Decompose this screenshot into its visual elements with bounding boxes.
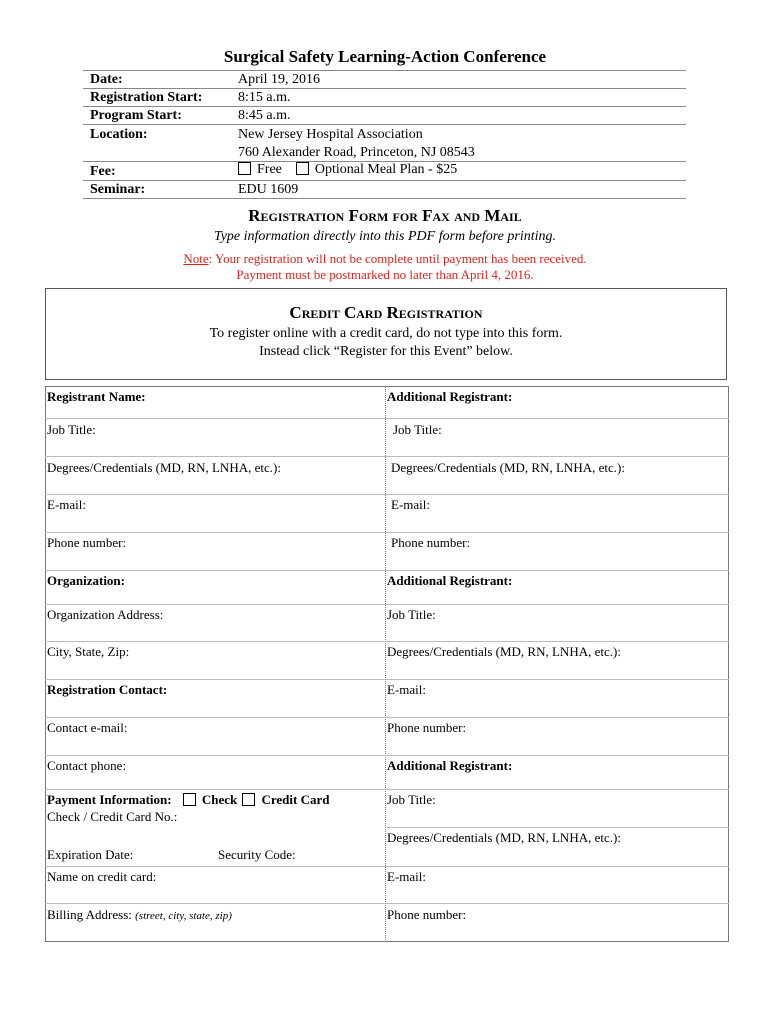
billing-address-hint: (street, city, state, zip) xyxy=(135,910,232,922)
note-label: Note xyxy=(183,251,209,266)
program-start-value: 8:45 a.m. xyxy=(238,108,291,123)
row-divider xyxy=(385,827,729,828)
city-state-zip-field[interactable]: City, State, Zip: xyxy=(47,644,130,659)
additional-registrant-2[interactable]: Additional Registrant: xyxy=(387,573,513,588)
seminar-label: Seminar: xyxy=(90,182,146,197)
billing-address-field[interactable] xyxy=(47,907,232,923)
row-divider xyxy=(45,532,729,533)
row-divider xyxy=(45,494,729,495)
row-divider xyxy=(45,641,729,642)
row-divider xyxy=(45,717,729,718)
info-top-rule xyxy=(83,70,686,71)
payment-credit-card-label: Credit Card xyxy=(261,792,330,807)
phone-field[interactable]: Phone number: xyxy=(47,535,127,550)
security-code-field[interactable]: Security Code: xyxy=(218,847,296,862)
contact-phone-field[interactable]: Contact phone: xyxy=(47,758,127,773)
seminar-value: EDU 1609 xyxy=(238,182,299,197)
program-start-label: Program Start: xyxy=(90,108,182,123)
row-divider xyxy=(45,789,729,790)
organization-field[interactable]: Organization: xyxy=(47,573,125,588)
payment-information-row xyxy=(47,792,329,808)
payment-check-label: Check xyxy=(201,792,238,807)
email-field[interactable]: E-mail: xyxy=(47,497,86,512)
fee-free-label: Free xyxy=(257,162,282,177)
credit-card-instruction-1: To register online with a credit card, do not type into this form. xyxy=(209,326,563,341)
info-rule xyxy=(83,106,686,107)
payment-information-label: Payment Information: xyxy=(47,792,172,807)
location-value: New Jersey Hospital Association xyxy=(238,127,423,142)
conference-title: Surgical Safety Learning-Action Conference xyxy=(223,47,547,66)
registration-start-label: Registration Start: xyxy=(90,90,203,105)
registration-contact-field[interactable]: Registration Contact: xyxy=(47,682,168,697)
info-rule xyxy=(83,180,686,181)
row-divider xyxy=(45,456,729,457)
fee-meal-label: Optional Meal Plan - $25 xyxy=(314,162,458,177)
name-on-card-field[interactable]: Name on credit card: xyxy=(47,869,157,884)
additional-1-degrees-field[interactable]: Degrees/Credentials (MD, RN, LNHA, etc.): xyxy=(391,460,625,475)
row-divider xyxy=(45,570,729,571)
billing-address-label: Billing Address: xyxy=(47,907,132,922)
registration-start-value: 8:15 a.m. xyxy=(238,90,291,105)
job-title-field[interactable]: Job Title: xyxy=(47,422,96,437)
info-bottom-rule xyxy=(83,198,686,199)
additional-1-phone-field[interactable]: Phone number: xyxy=(391,535,471,550)
row-divider xyxy=(45,903,729,904)
payment-check-checkbox[interactable] xyxy=(183,793,196,806)
fee-label: Fee: xyxy=(90,164,116,179)
registration-form-subtitle: Type information directly into this PDF form before printing. xyxy=(213,229,557,244)
additional-registrant-3[interactable]: Additional Registrant: xyxy=(387,758,513,773)
organization-address-field[interactable]: Organization Address: xyxy=(47,607,164,622)
degrees-field[interactable]: Degrees/Credentials (MD, RN, LNHA, etc.): xyxy=(47,460,281,475)
payment-credit-card-checkbox[interactable] xyxy=(242,793,255,806)
fee-free-checkbox[interactable] xyxy=(238,162,251,175)
credit-card-title: Credit Card Registration xyxy=(289,303,483,322)
expiration-date-field[interactable]: Expiration Date: xyxy=(47,847,134,862)
fee-options xyxy=(238,162,457,178)
postmark-note: Payment must be postmarked no later than April 4, 2016. xyxy=(236,267,534,282)
additional-3-email-field[interactable]: E-mail: xyxy=(387,869,426,884)
additional-3-phone-field[interactable]: Phone number: xyxy=(387,907,467,922)
payment-note xyxy=(0,251,770,267)
additional-2-degrees-field[interactable]: Degrees/Credentials (MD, RN, LNHA, etc.): xyxy=(387,644,621,659)
additional-2-email-field[interactable]: E-mail: xyxy=(387,682,426,697)
row-divider xyxy=(45,604,729,605)
date-label: Date: xyxy=(90,72,123,87)
additional-2-phone-field[interactable]: Phone number: xyxy=(387,720,467,735)
row-divider xyxy=(45,418,729,419)
location-address: 760 Alexander Road, Princeton, NJ 08543 xyxy=(238,145,475,160)
fee-meal-checkbox[interactable] xyxy=(296,162,309,175)
additional-1-email-field[interactable]: E-mail: xyxy=(391,497,430,512)
additional-registrant-1[interactable]: Additional Registrant: xyxy=(387,389,513,404)
additional-3-degrees-field[interactable]: Degrees/Credentials (MD, RN, LNHA, etc.): xyxy=(387,830,621,845)
date-value: April 19, 2016 xyxy=(238,72,321,87)
column-divider xyxy=(385,386,386,942)
info-rule xyxy=(83,124,686,125)
row-divider xyxy=(45,755,729,756)
location-label: Location: xyxy=(90,127,148,142)
card-number-field[interactable]: Check / Credit Card No.: xyxy=(47,809,178,824)
credit-card-instruction-2: Instead click “Register for this Event” below. xyxy=(259,344,513,359)
registrant-name-field[interactable]: Registrant Name: xyxy=(47,389,146,404)
info-rule xyxy=(83,88,686,89)
note-text: : Your registration will not be complete until payment has been received. xyxy=(208,251,587,266)
row-divider xyxy=(45,679,729,680)
contact-email-field[interactable]: Contact e-mail: xyxy=(47,720,128,735)
additional-2-job-title-field[interactable]: Job Title: xyxy=(387,607,436,622)
registration-form-title: Registration Form for Fax and Mail xyxy=(248,206,522,225)
additional-1-job-title-field[interactable]: Job Title: xyxy=(393,422,442,437)
additional-3-job-title-field[interactable]: Job Title: xyxy=(387,792,436,807)
row-divider xyxy=(45,866,729,867)
